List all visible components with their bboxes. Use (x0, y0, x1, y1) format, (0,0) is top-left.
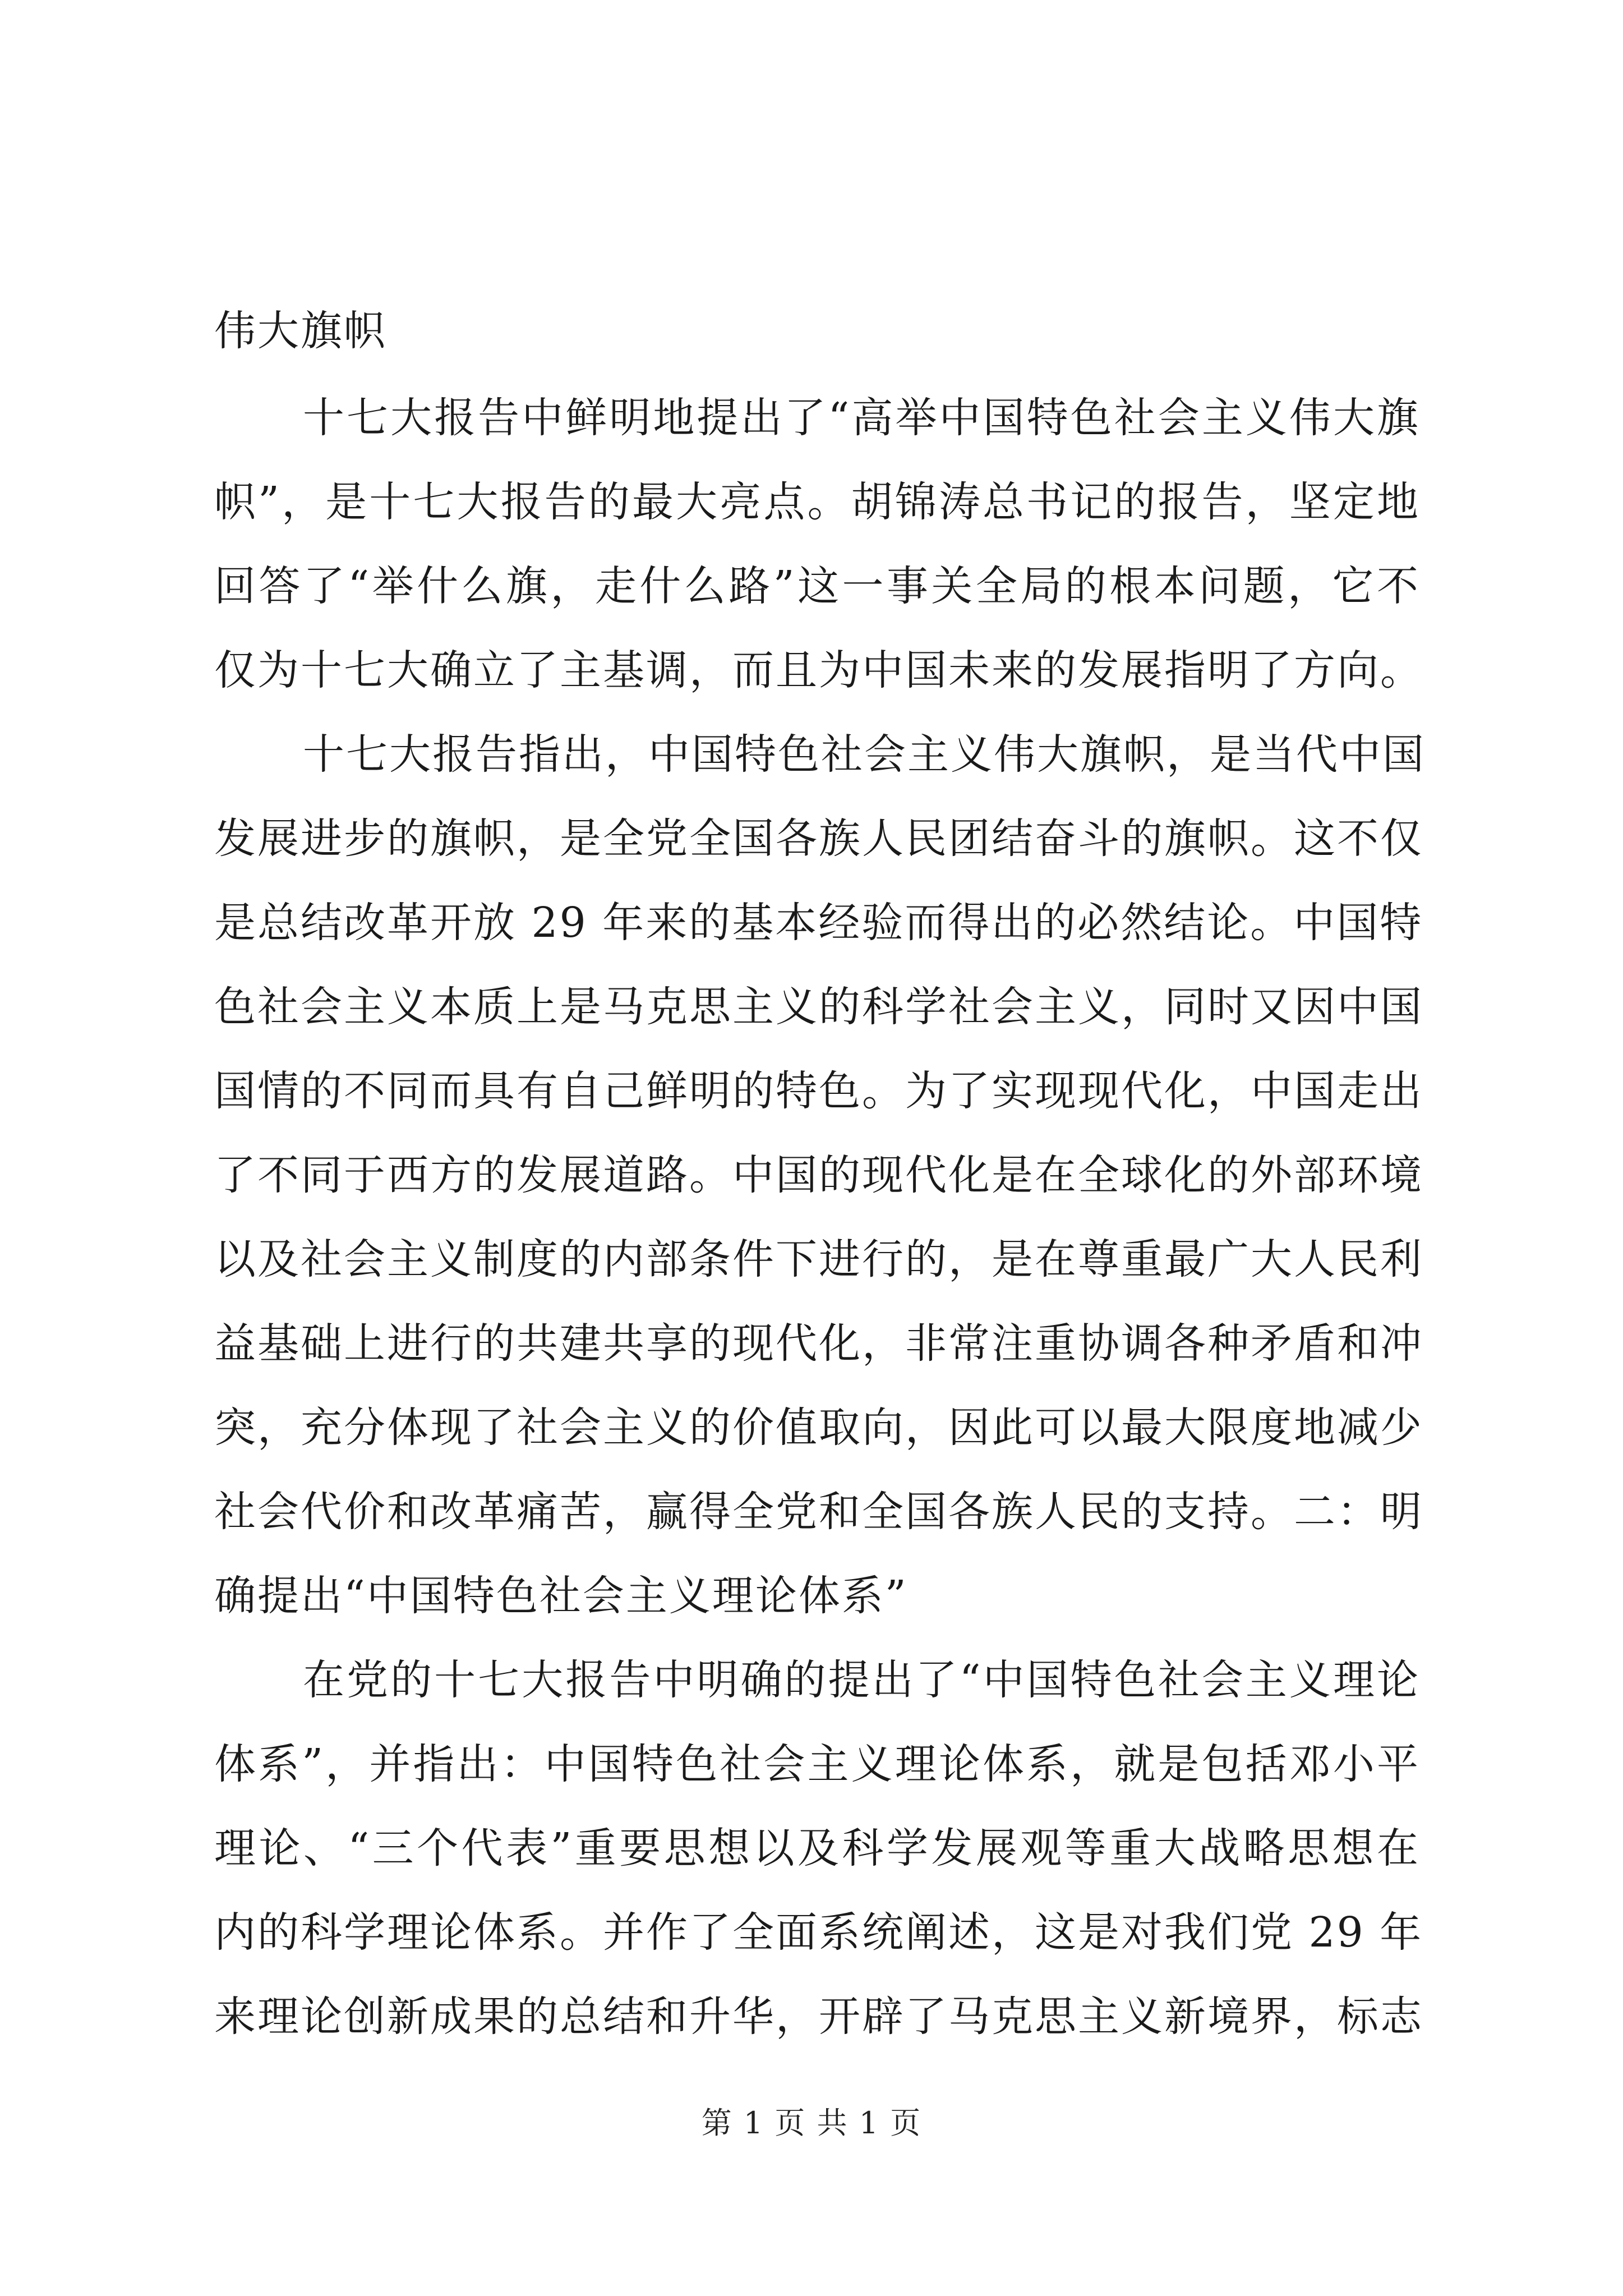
text-line: 在党的十七大报告中明确的提出了“中国特色社会主义理论 (303, 1656, 1420, 1704)
text-line: 十七大报告指出，中国特色社会主义伟大旗帜，是当代中国 (303, 730, 1426, 779)
text-line: 社会代价和改革痛苦，赢得全党和全国各族人民的支持。二：明 (214, 1488, 1423, 1536)
text-line: 益基础上进行的共建共享的现代化，非常注重协调各种矛盾和冲 (214, 1319, 1423, 1368)
text-line: 来理论创新成果的总结和升华，开辟了马克思主义新境界，标志 (214, 1993, 1423, 2041)
text-line: 突，充分体现了社会主义的价值取向，因此可以最大限度地减少 (214, 1404, 1423, 1452)
text-line: 伟大旗帜 (214, 307, 387, 355)
text-line: 仅为十七大确立了主基调，而且为中国未来的发展指明了方向。 (214, 646, 1423, 694)
text-line: 色社会主义本质上是马克思主义的科学社会主义，同时又因中国 (214, 983, 1423, 1031)
text-line: 回答了“举什么旗，走什么路”这一事关全局的根本问题，它不 (214, 562, 1420, 610)
text-line: 理论、“三个代表”重要思想以及科学发展观等重大战略思想在 (214, 1824, 1420, 1872)
text-line: 确提出“中国特色社会主义理论体系” (214, 1572, 908, 1620)
text-line: 内的科学理论体系。并作了全面系统阐述，这是对我们党 29 年 (214, 1908, 1423, 1957)
text-line: 帜”，是十七大报告的最大亮点。胡锦涛总书记的报告，坚定地 (214, 478, 1420, 526)
text-line: 国情的不同而具有自己鲜明的特色。为了实现现代化，中国走出 (214, 1067, 1423, 1115)
page-footer: 第 1 页 共 1 页 (701, 2105, 922, 2141)
text-line: 十七大报告中鲜明地提出了“高举中国特色社会主义伟大旗 (303, 394, 1420, 442)
text-line: 体系”，并指出：中国特色社会主义理论体系，就是包括邓小平 (214, 1740, 1420, 1788)
text-line: 发展进步的旗帜，是全党全国各族人民团结奋斗的旗帜。这不仅 (214, 815, 1423, 863)
text-line: 了不同于西方的发展道路。中国的现代化是在全球化的外部环境 (214, 1151, 1423, 1199)
text-line: 是总结改革开放 29 年来的基本经验而得出的必然结论。中国特 (214, 899, 1423, 947)
text-line: 以及社会主义制度的内部条件下进行的，是在尊重最广大人民利 (214, 1235, 1423, 1283)
